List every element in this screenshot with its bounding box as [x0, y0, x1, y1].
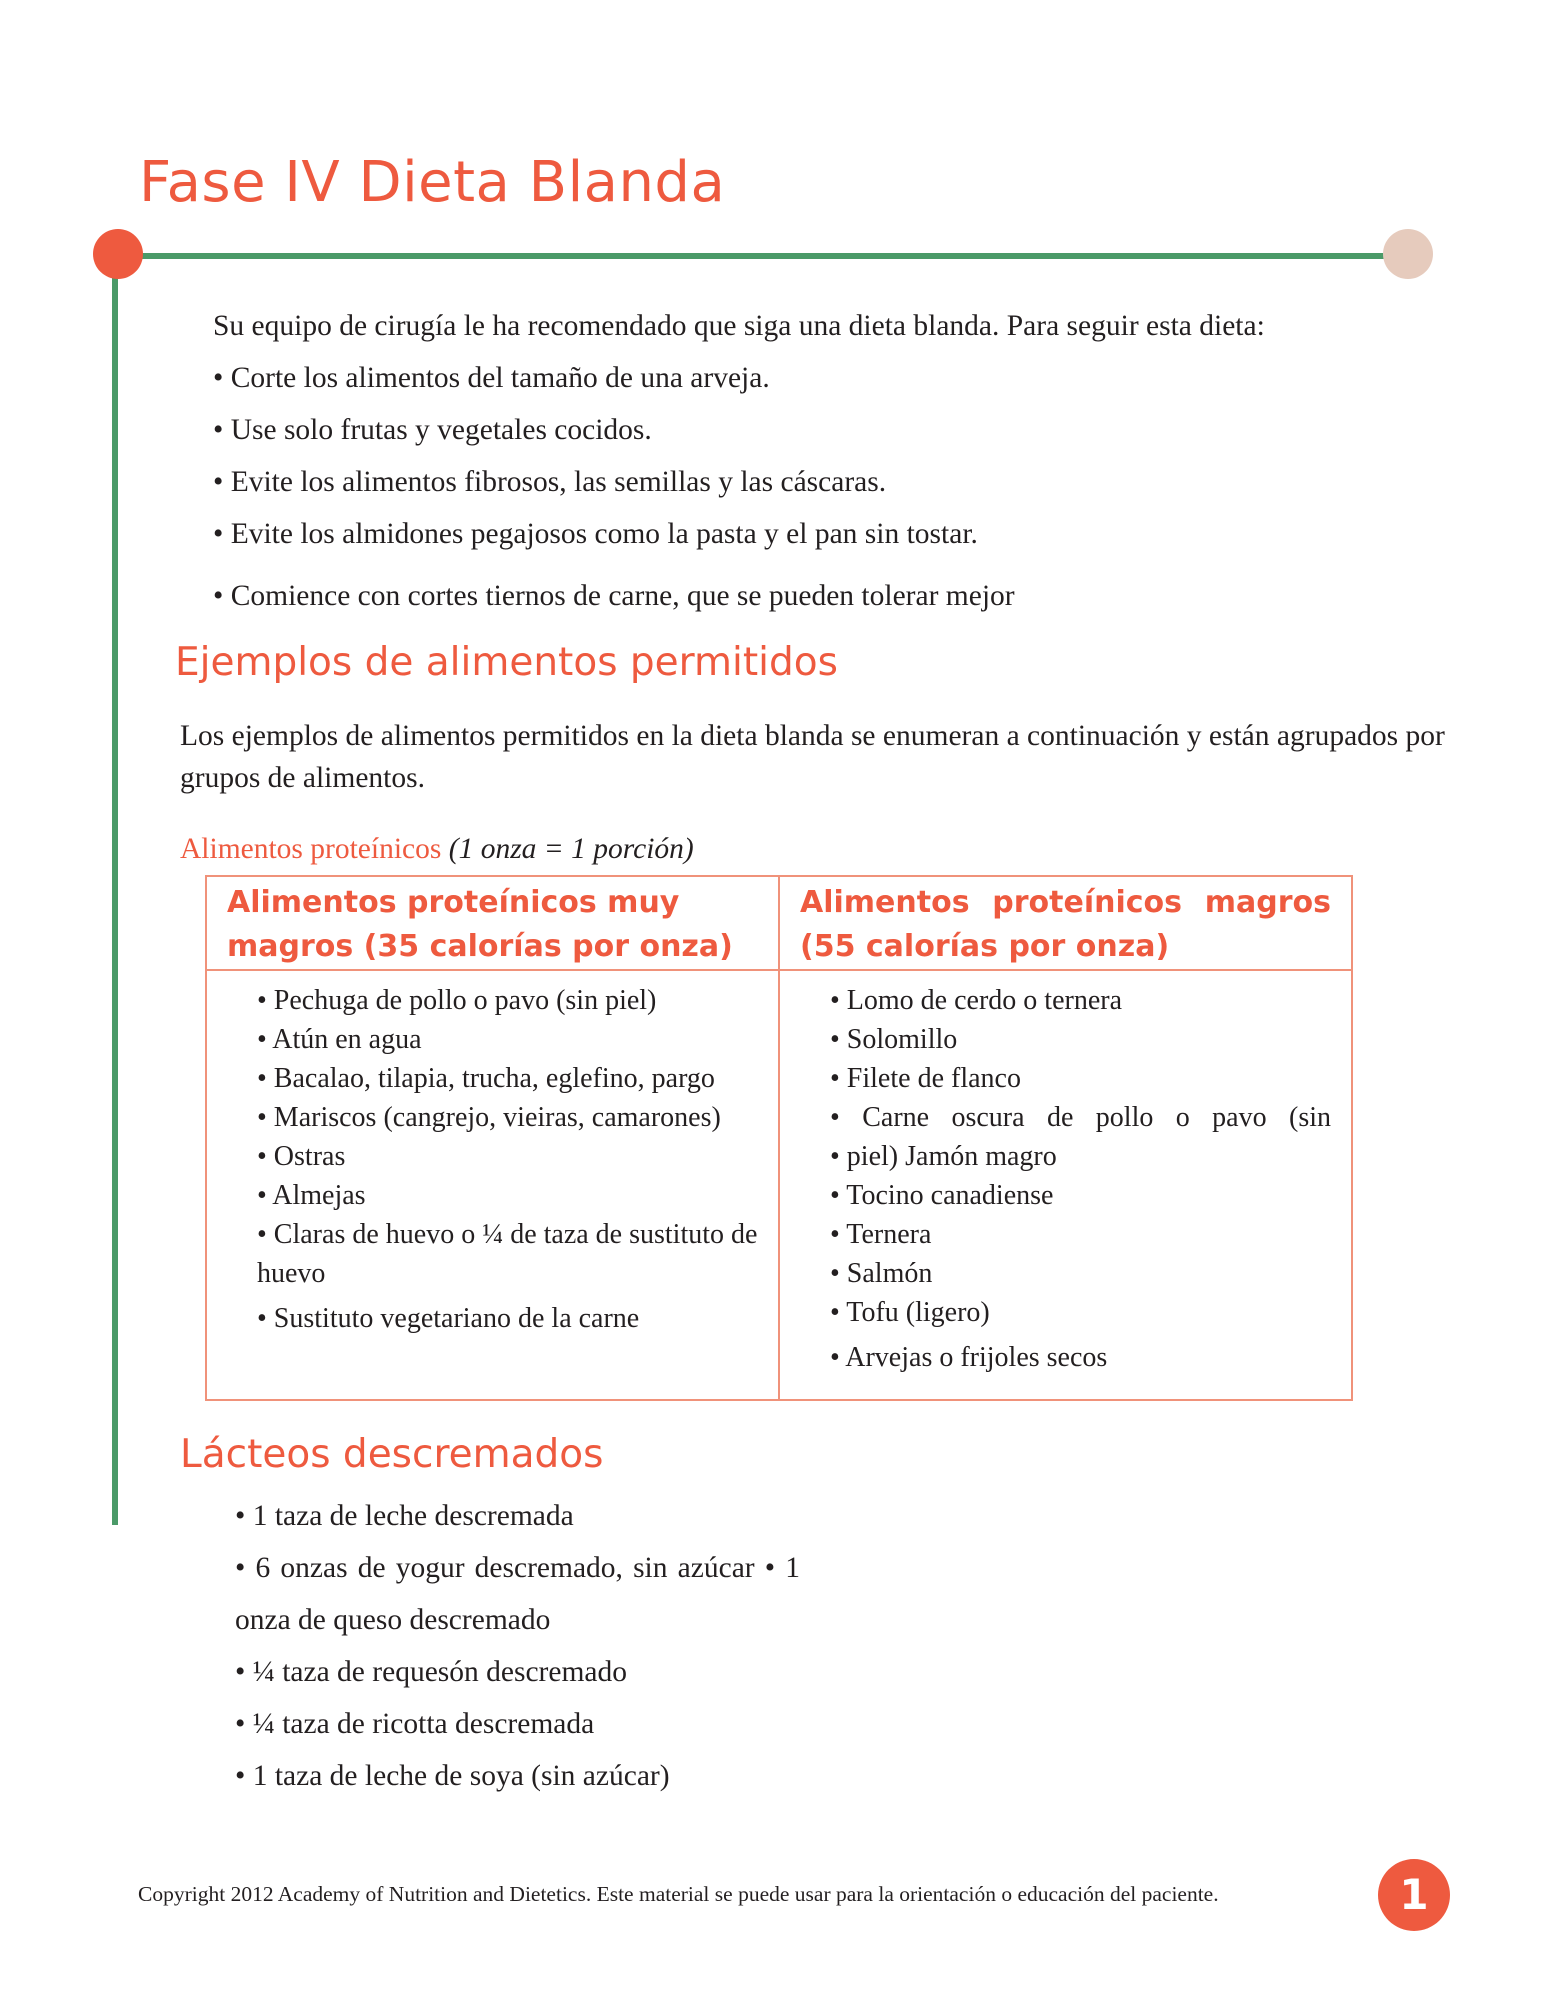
dairy-heading: Lácteos descremados: [180, 1432, 604, 1477]
intro-bullet: • Use solo frutas y vegetales cocidos.: [213, 414, 652, 446]
examples-description: Los ejemplos de alimentos permitidos en la dieta blanda se enumeran a continuación y están agrupados por grupos de alimentos.: [180, 720, 1445, 794]
list-item: • ¼ taza de requesón descremado: [235, 1656, 628, 1688]
list-item: • 1 taza de leche descremada: [235, 1500, 574, 1532]
dairy-list: [235, 1490, 800, 1802]
intro-section: [213, 300, 1453, 622]
list-item: • 1 taza de leche de soya (sin azúcar): [235, 1760, 670, 1792]
examples-heading: Ejemplos de alimentos permitidos: [175, 640, 838, 685]
intro-lead: Su equipo de cirugía le ha recomendado que siga una dieta blanda. Para seguir esta dieta:: [213, 310, 1265, 342]
list-item: • Arvejas o frijoles secos: [830, 1342, 1108, 1373]
page-title: Fase IV Dieta Blanda: [139, 150, 726, 215]
protein-list-very-lean: [206, 970, 779, 1400]
list-item: • Claras de huevo o ¼ de taza de sustituto de huevo: [257, 1219, 758, 1289]
list-item: • Tofu (ligero): [830, 1297, 990, 1328]
rule-dot-right: [1383, 229, 1433, 279]
protein-caption-label: Alimentos proteínicos: [180, 833, 442, 865]
list-item: • Bacalao, tilapia, trucha, eglefino, pargo: [257, 1063, 715, 1094]
protein-caption-note: (1 onza = 1 porción): [448, 833, 694, 865]
intro-bullet: • Evite los alimentos fibrosos, las semillas y las cáscaras.: [213, 466, 887, 498]
list-item: • Filete de flanco: [830, 1063, 1021, 1094]
list-item: • Ternera: [830, 1219, 932, 1250]
list-item: • Sustituto vegetariano de la carne: [257, 1303, 640, 1334]
protein-list-lean: [779, 970, 1352, 1400]
header-rule-horizontal: [118, 253, 1388, 259]
list-item: • Mariscos (cangrejo, vieiras, camarones): [257, 1102, 721, 1133]
rule-dot-left: [93, 229, 143, 279]
protein-table: [205, 875, 1353, 1401]
list-item: • Atún en agua: [257, 1024, 422, 1055]
list-item: • Salmón: [830, 1258, 933, 1289]
intro-bullet: • Comience con cortes tiernos de carne, que se pueden tolerar mejor: [213, 580, 1015, 612]
list-item: • Tocino canadiense: [830, 1180, 1054, 1211]
list-item: • Solomillo: [830, 1024, 958, 1055]
list-item: • 6 onzas de yogur descremado, sin azúcar • 1 onza de queso descremado: [235, 1552, 800, 1636]
list-item: • piel) Jamón magro: [830, 1141, 1057, 1172]
list-item: • Lomo de cerdo o ternera: [830, 985, 1123, 1016]
intro-bullet: • Corte los alimentos del tamaño de una arveja.: [213, 362, 770, 394]
copyright-notice: Copyright 2012 Academy of Nutrition and Dietetics. Este material se puede usar para la orientación o educación del paciente.: [138, 1882, 1219, 1906]
intro-bullet: • Evite los almidones pegajosos como la pasta y el pan sin tostar.: [213, 518, 978, 550]
list-item: • ¼ taza de ricotta descremada: [235, 1708, 595, 1740]
protein-caption: [180, 833, 694, 866]
list-item: • Pechuga de pollo o pavo (sin piel): [257, 985, 657, 1016]
page-number-badge: 1: [1378, 1859, 1450, 1931]
header-rule-vertical: [112, 255, 118, 1525]
list-item: • Carne oscura de pollo o pavo (sin: [830, 1102, 1331, 1133]
list-item: • Almejas: [257, 1180, 366, 1211]
list-item: • Ostras: [257, 1141, 346, 1172]
protein-table-header-lean: Alimentos proteínicos magros (55 calorías por onza): [779, 876, 1352, 970]
protein-table-header-very-lean: Alimentos proteínicos muy magros (35 calorías por onza): [206, 876, 779, 970]
